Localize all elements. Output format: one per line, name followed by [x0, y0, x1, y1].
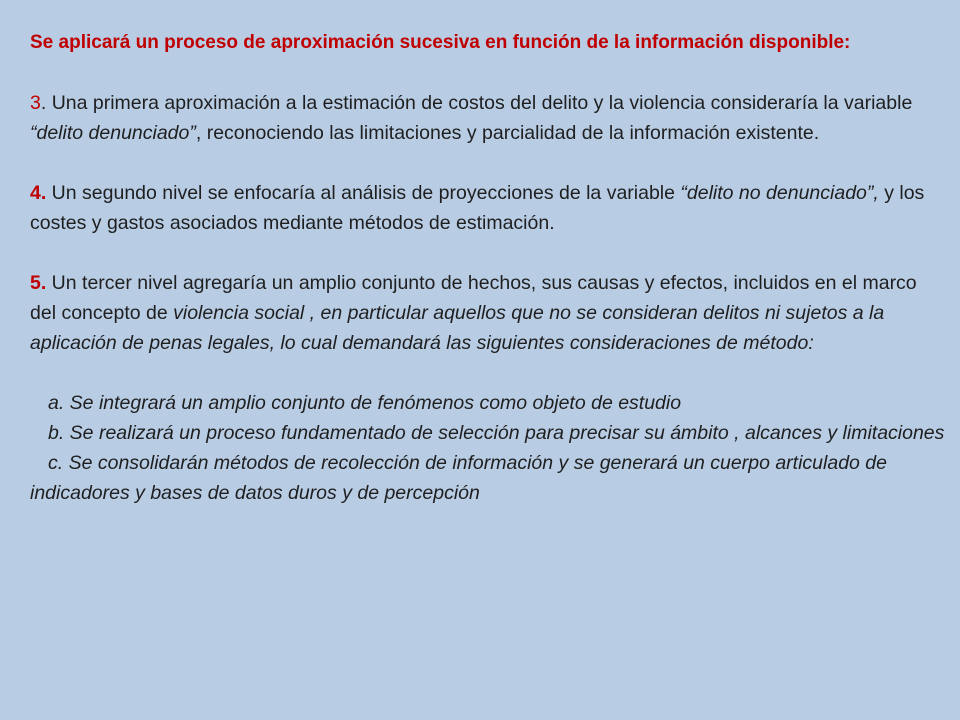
spacer — [30, 58, 945, 88]
sub-item-c-text: c. Se consolidarán métodos de recolección de información y se generará un cuerpo articulado de indicadores y bases de datos duros y de percepción — [30, 452, 887, 504]
item-3-text-b: , reconociendo las limitaciones y parcialidad de la información existente. — [195, 122, 820, 144]
item-4-text-b: y los costes y gastos asociados mediante métodos de estimación. — [30, 182, 925, 234]
item-3-number: 3 — [30, 92, 41, 114]
sub-item-b-text: b. Se realizará un proceso fundamentado de selección para precisar su ámbito , alcances y limitaciones — [48, 422, 945, 444]
slide-content — [30, 28, 945, 508]
item-3-paragraph — [30, 88, 945, 148]
item-4-text-a: Un segundo nivel se enfocaría al análisis de proyecciones de la variable — [46, 182, 681, 204]
item-4-paragraph — [30, 178, 945, 238]
sub-item-c — [30, 448, 945, 508]
item-5-paragraph — [30, 268, 945, 358]
intro-heading: Se aplicará un proceso de aproximación sucesiva en función de la información disponible: — [30, 32, 851, 53]
item-5-number: 5. — [30, 272, 47, 294]
spacer — [30, 238, 945, 268]
item-3-italic: “delito denunciado” — [30, 122, 196, 144]
item-5-italic: violencia social , en particular aquellos que no se consideran delitos ni sujetos a la aplicación de penas legales, lo cual demandará las siguientes consideraciones de método: — [30, 302, 885, 354]
spacer — [30, 148, 945, 178]
item-4-italic: “delito no denunciado”, — [680, 182, 879, 204]
spacer — [30, 358, 945, 388]
sub-item-a: a. Se integrará un amplio conjunto de fenómenos como objeto de estudio — [48, 392, 682, 414]
item-4-number: 4. — [30, 182, 47, 204]
sub-item-b — [30, 418, 945, 448]
item-5-text-a: Un tercer nivel agregaría un amplio conjunto de hechos, sus causas y efectos, incluidos en el marco del concepto de — [30, 272, 917, 324]
item-3-text-a: . Una primera aproximación a la estimación de costos del delito y la violencia consideraría la variable — [40, 92, 913, 114]
